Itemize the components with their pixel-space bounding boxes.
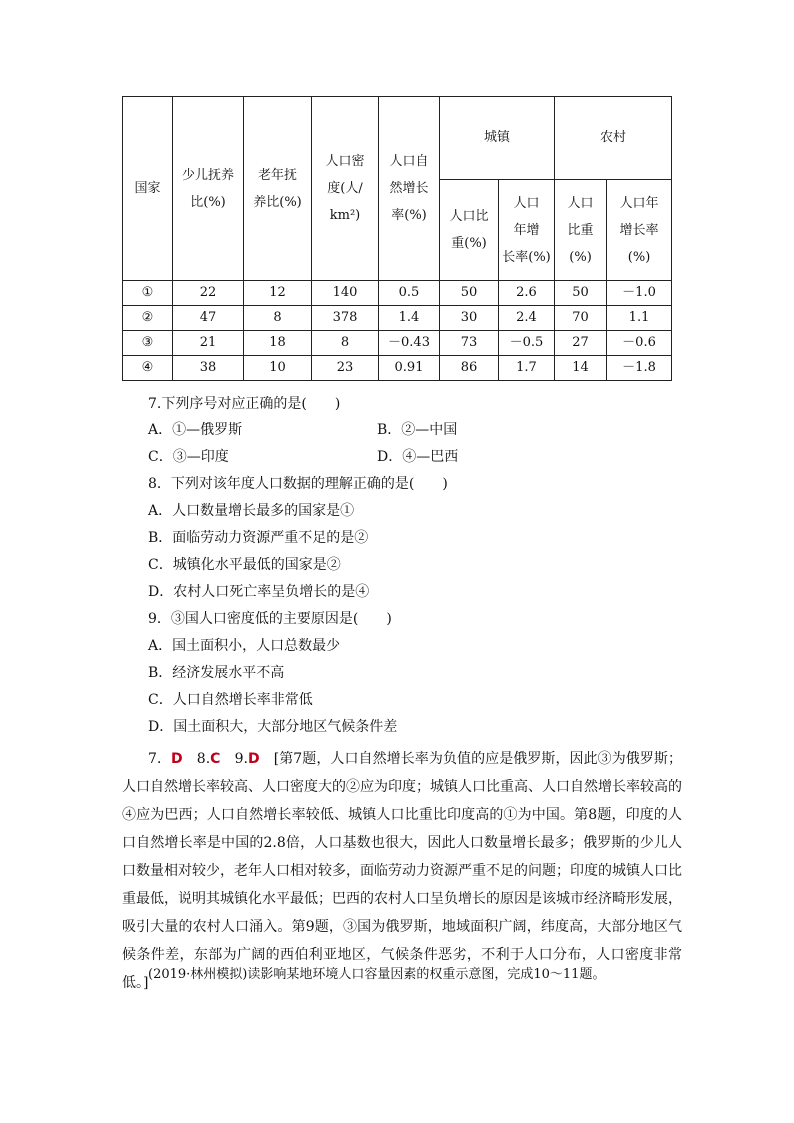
table-cell: 2.6 (499, 281, 555, 306)
table-cell: 2.4 (499, 306, 555, 331)
table-cell: 70 (555, 306, 607, 331)
table-cell: ④ (123, 356, 173, 381)
answer-prefix-8: 8. (182, 751, 211, 767)
header-urban-growth: 人口 年增 长率(%) (499, 180, 555, 281)
table-cell: 10 (244, 356, 312, 381)
header-rural-growth: 人口年 增长率 (%) (607, 180, 672, 281)
explanation-text: [第7题，人口自然增长率为负值的应是俄罗斯，因此③为俄罗斯；人口自然增长率较高、人口密度大的②应为印度；城镇人口比重高、人口自然增长率较高的④应为巴西；人口自然增长率较低、城镇人口比重比印度高的①为中国。第8题，印度的人口自然增长率是中国的2.8倍，人口基数也很大，因此人口数量增长最多；俄罗斯的少儿人口数量相对较少，老年人口相对较多，面临劳动力资源严重不足的问题；印度的城镇人口比重最低，说明其城镇化水平最低；巴西的农村人口呈负增长的原因是该城市经济畸形发展，吸引大量的农村人口涌入。第9题，③国为俄罗斯，地域面积广阔，纬度高，大部分地区气候条件差，东部为广阔的西伯利亚地区，气候条件恶劣，不利于人口分布，人口密度非常低。] (122, 751, 683, 991)
question-9-option-c: C．人口自然增长率非常低 (148, 692, 313, 708)
table-cell: －1.8 (607, 356, 672, 381)
question-8-option-a: A．人口数量增长最多的国家是① (148, 503, 355, 519)
question-7-option-b: B．②—中国 (377, 422, 458, 438)
answer-prefix-9: 9. (220, 751, 248, 767)
question-9-option-b: B．经济发展水平不高 (148, 665, 285, 681)
table-cell: 378 (312, 306, 379, 331)
header-urban-share: 人口比 重(%) (440, 180, 499, 281)
question-9-option-d: D．国土面积大，大部分地区气候条件差 (148, 719, 398, 735)
table-cell: －1.0 (607, 281, 672, 306)
table-cell: 27 (555, 331, 607, 356)
question-8-option-b: B．面临劳动力资源严重不足的是② (148, 530, 369, 546)
answer-key-8: C (210, 751, 221, 767)
table-cell: 14 (555, 356, 607, 381)
question-8-option-c: C．城镇化水平最低的国家是② (148, 557, 341, 573)
table-row (123, 331, 672, 356)
table-row (123, 356, 672, 381)
table-cell: 1.1 (607, 306, 672, 331)
header-elder-ratio: 老年抚 养比(%) (244, 97, 312, 281)
question-7-stem: 7.下列序号对应正确的是( ) (148, 396, 341, 412)
table-cell: 18 (244, 331, 312, 356)
header-country: 国家 (123, 97, 173, 281)
header-rural: 农村 (555, 97, 672, 180)
question-8-stem: 8．下列对该年度人口数据的理解正确的是( ) (148, 476, 448, 492)
table-cell: 1.4 (379, 306, 440, 331)
table-cell: 30 (440, 306, 499, 331)
answer-key-9: D (247, 751, 260, 767)
answer-key-7: D (171, 751, 183, 767)
table-cell: 38 (173, 356, 244, 381)
table-cell: 0.5 (379, 281, 440, 306)
question-8-option-d: D．农村人口死亡率呈负增长的是④ (148, 584, 370, 600)
table-cell: 50 (555, 281, 607, 306)
next-question-intro: (2019·林州模拟)读影响某地环境人口容量因素的权重示意图，完成10～11题。 (148, 967, 606, 982)
header-natural-growth: 人口自 然增长 率(%) (379, 97, 440, 281)
table-cell: ① (123, 281, 173, 306)
table-cell: 1.7 (499, 356, 555, 381)
question-7-option-a: A．①—俄罗斯 (148, 422, 243, 438)
table-cell: 47 (173, 306, 244, 331)
question-7-option-d: D．④—巴西 (377, 449, 459, 465)
table-cell: －0.43 (379, 331, 440, 356)
table-cell: －0.5 (499, 331, 555, 356)
table-row (123, 281, 672, 306)
header-density: 人口密 度(人/ km²) (312, 97, 379, 281)
header-urban: 城镇 (440, 97, 555, 180)
answer-explanation (122, 745, 682, 997)
table-cell: 0.91 (379, 356, 440, 381)
table-cell: 50 (440, 281, 499, 306)
table-cell: 23 (312, 356, 379, 381)
table-cell: 86 (440, 356, 499, 381)
table-cell: 21 (173, 331, 244, 356)
table-cell: ③ (123, 331, 173, 356)
table-cell: 22 (173, 281, 244, 306)
question-9-option-a: A．国土面积小，人口总数最少 (148, 638, 341, 654)
table-row (123, 306, 672, 331)
header-child-ratio: 少儿抚养 比(%) (173, 97, 244, 281)
table-cell: －0.6 (607, 331, 672, 356)
table-cell: 8 (312, 331, 379, 356)
table-cell: 8 (244, 306, 312, 331)
header-rural-share: 人口 比重 (%) (555, 180, 607, 281)
table-cell: 73 (440, 331, 499, 356)
question-7-option-c: C．③—印度 (148, 449, 229, 465)
table-cell: 12 (244, 281, 312, 306)
table-cell: ② (123, 306, 173, 331)
table-cell: 140 (312, 281, 379, 306)
population-data-table (122, 96, 672, 381)
question-9-stem: 9．③国人口密度低的主要原因是( ) (148, 611, 392, 627)
answer-prefix-7: 7． (148, 751, 172, 767)
